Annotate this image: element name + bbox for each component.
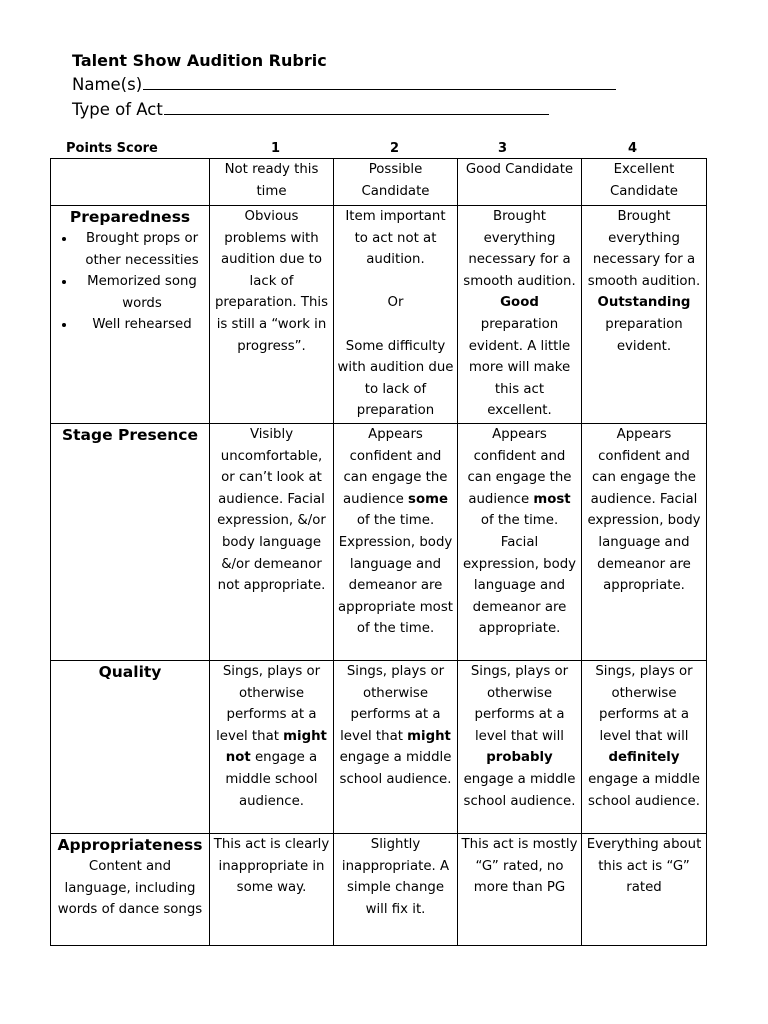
cell-score-2: Sings, plays or otherwise performs at a level that might engage a middle school audience. bbox=[334, 661, 458, 834]
cell-score-1: Obvious problems with audition due to lack of preparation. This is still a “work in progress”. bbox=[210, 206, 334, 424]
rubric-header bbox=[72, 50, 632, 122]
column-header-3: Good Candidate bbox=[458, 159, 582, 206]
criterion-stage-presence bbox=[51, 424, 210, 661]
criterion-title: Preparedness bbox=[69, 208, 191, 226]
bullet-item: • Brought props or other necessities bbox=[76, 228, 206, 271]
cell-text: Item important to act not at audition. bbox=[345, 209, 446, 268]
row-stage-presence bbox=[51, 424, 707, 661]
bullet-item: • Well rehearsed bbox=[76, 314, 206, 336]
score-3: 3 bbox=[498, 141, 508, 156]
name-field bbox=[72, 72, 632, 97]
emphasis-text: Good bbox=[500, 295, 539, 311]
row-appropriateness bbox=[51, 834, 707, 946]
emphasis-text: most bbox=[533, 491, 571, 507]
row-preparedness bbox=[51, 206, 707, 424]
document-title: Talent Show Audition Rubric bbox=[72, 51, 327, 70]
cell-score-3: Appears confident and can engage the audience most of the time. Facial expression, body language and demeanor are appropriate. bbox=[458, 424, 582, 661]
emphasis-text: might bbox=[407, 728, 451, 744]
score-4: 4 bbox=[628, 141, 638, 156]
cell-score-2 bbox=[334, 206, 458, 424]
name-blank-line[interactable] bbox=[143, 72, 616, 90]
criterion-bullets bbox=[54, 228, 206, 336]
cell-score-2: Slightly inappropriate. A simple change will fix it. bbox=[334, 834, 458, 946]
points-score-row bbox=[50, 140, 706, 158]
cell-score-2: Appears confident and can engage the audience some of the time. Expression, body language and demeanor are appropriate most of the time. bbox=[334, 424, 458, 661]
cell-score-1: Visibly uncomfortable, or can’t look at audience. Facial expression, &/or body language &/or demeanor not appropriate. bbox=[210, 424, 334, 661]
cell-score-3: This act is mostly “G” rated, no more than PG bbox=[458, 834, 582, 946]
empty-corner-cell bbox=[51, 159, 210, 206]
cell-text: Some difficulty with audition due to lack of preparation bbox=[337, 338, 454, 419]
cell-text: Or bbox=[387, 295, 404, 311]
name-label: Name(s) bbox=[72, 75, 143, 94]
criterion-preparedness bbox=[51, 206, 210, 424]
points-score-label: Points Score bbox=[66, 141, 158, 156]
column-header-row bbox=[51, 159, 707, 206]
rubric-table bbox=[50, 158, 707, 946]
act-type-label: Type of Act bbox=[72, 100, 163, 119]
emphasis-text: probably bbox=[486, 750, 553, 766]
act-type-blank-line[interactable] bbox=[164, 97, 549, 115]
score-1: 1 bbox=[271, 141, 281, 156]
cell-score-4: Everything about this act is “G” rated bbox=[582, 834, 707, 946]
score-2: 2 bbox=[390, 141, 400, 156]
act-type-field bbox=[72, 97, 632, 122]
criterion-quality bbox=[51, 661, 210, 834]
emphasis-text: definitely bbox=[608, 750, 680, 766]
emphasis-text: might not bbox=[225, 728, 327, 766]
cell-score-4: Appears confident and can engage the audience. Facial expression, body language and demeanor are appropriate. bbox=[582, 424, 707, 661]
cell-score-1: Sings, plays or otherwise performs at a level that might not engage a middle school audience. bbox=[210, 661, 334, 834]
criterion-title: Stage Presence bbox=[61, 426, 199, 444]
cell-score-3: Sings, plays or otherwise performs at a level that will probably engage a middle school audience. bbox=[458, 661, 582, 834]
criterion-appropriateness bbox=[51, 834, 210, 946]
row-quality bbox=[51, 661, 707, 834]
cell-score-4: Sings, plays or otherwise performs at a level that will definitely engage a middle school audience. bbox=[582, 661, 707, 834]
column-header-2: Possible Candidate bbox=[334, 159, 458, 206]
criterion-title: Quality bbox=[98, 663, 162, 681]
criterion-title: Appropriateness bbox=[57, 836, 203, 854]
cell-score-3: Brought everything necessary for a smooth audition. Good preparation evident. A little more will make this act excellent. bbox=[458, 206, 582, 424]
cell-score-4: Brought everything necessary for a smooth audition. Outstanding preparation evident. bbox=[582, 206, 707, 424]
column-header-4: Excellent Candidate bbox=[582, 159, 707, 206]
criterion-subtitle: Content and language, including words of dance songs bbox=[57, 859, 203, 918]
cell-score-1: This act is clearly inappropriate in some way. bbox=[210, 834, 334, 946]
column-header-1: Not ready this time bbox=[210, 159, 334, 206]
emphasis-text: some bbox=[408, 491, 448, 507]
bullet-item: • Memorized song words bbox=[76, 271, 206, 314]
emphasis-text: Outstanding bbox=[597, 295, 691, 311]
